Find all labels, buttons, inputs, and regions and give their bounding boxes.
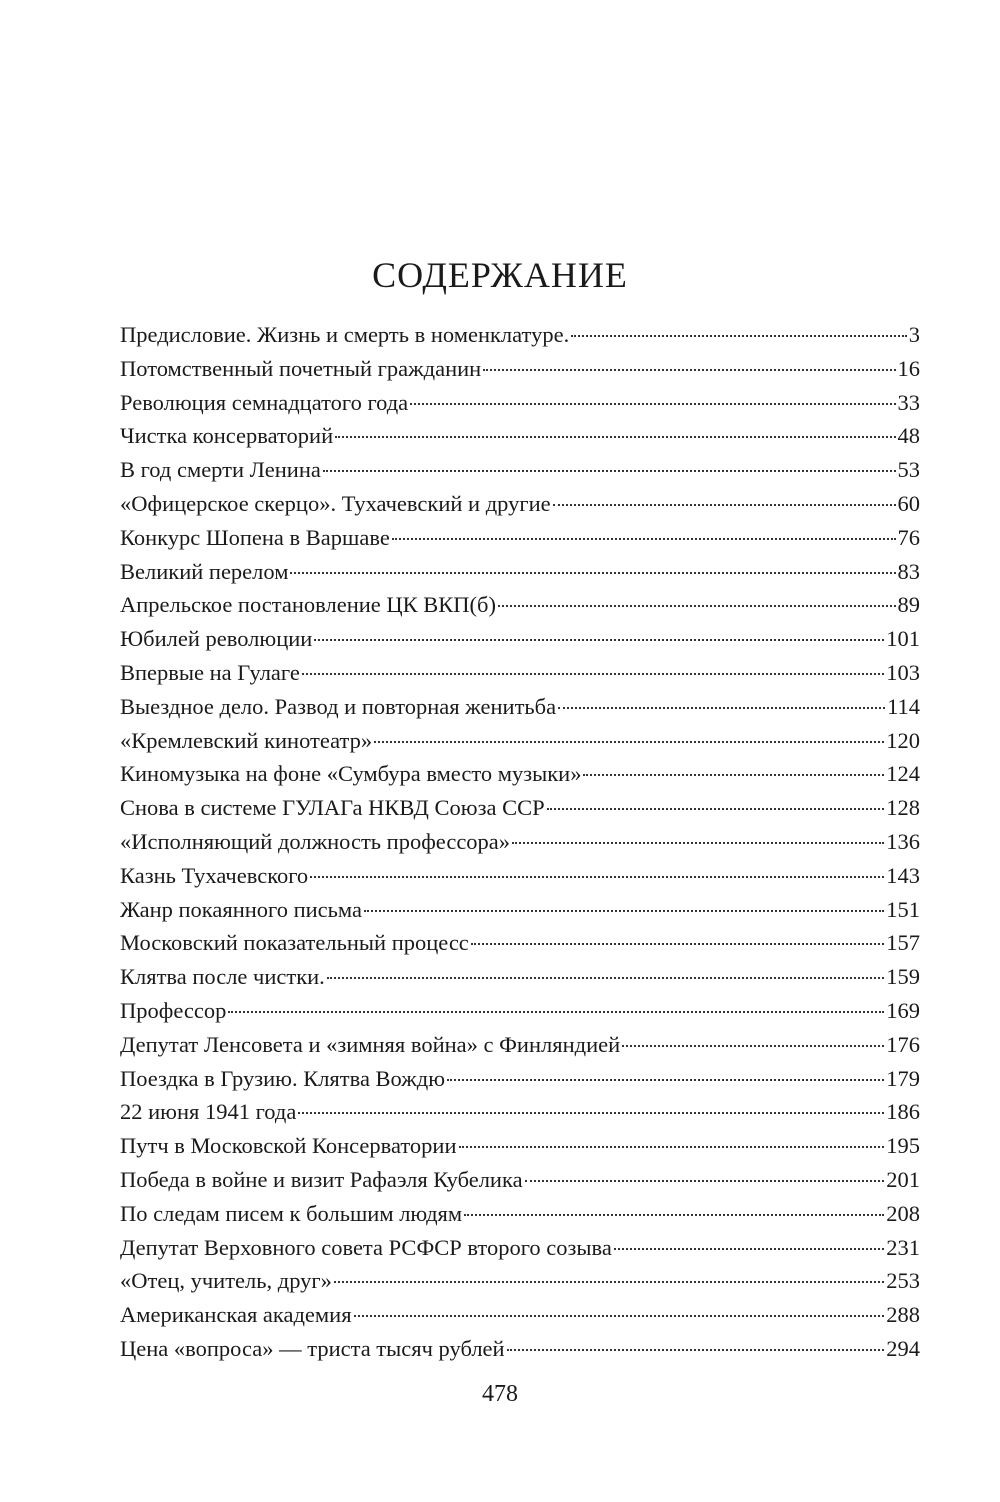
toc-entry: [120, 1201, 920, 1235]
toc-entry-page: 16: [897, 355, 920, 381]
toc-entry: [120, 863, 920, 897]
toc-leader-dots: [447, 1079, 884, 1081]
toc-entry: [120, 592, 920, 626]
toc-leader-dots: [228, 1011, 884, 1013]
toc-entry: [120, 1268, 920, 1302]
toc-entry-page: 33: [897, 389, 920, 415]
toc-leader-dots: [335, 436, 895, 438]
toc-entry-title: Депутат Верховного совета РСФСР второго созыва: [120, 1234, 612, 1260]
toc-leader-dots: [298, 1112, 884, 1114]
toc-entry-page: 128: [886, 795, 920, 821]
table-of-contents: [120, 322, 920, 1370]
toc-leader-dots: [471, 943, 884, 945]
toc-leader-dots: [614, 1248, 884, 1250]
toc-entry-page: 53: [897, 457, 920, 483]
toc-entry-title: Казнь Тухачевского: [120, 862, 309, 888]
toc-leader-dots: [364, 910, 884, 912]
toc-entry-title: Депутат Ленсовета и «зимняя война» с Финляндией: [120, 1031, 621, 1057]
toc-leader-dots: [498, 605, 896, 607]
toc-entry: [120, 829, 920, 863]
toc-entry-title: «Исполняющий должность профессора»: [120, 828, 511, 854]
toc-entry-title: Жанр покаянного письма: [120, 896, 362, 922]
toc-leader-dots: [334, 1281, 884, 1283]
toc-entry-title: «Отец, учитель, друг»: [120, 1268, 332, 1294]
toc-entry-title: Снова в системе ГУЛАГа НКВД Союза ССР: [120, 795, 545, 821]
toc-entry-title: Клятва после чистки.: [120, 964, 325, 990]
toc-entry: [120, 998, 920, 1032]
toc-entry-page: 103: [886, 659, 920, 685]
toc-leader-dots: [374, 741, 884, 743]
toc-entry-title: Чистка консерваторий: [120, 423, 334, 449]
toc-entry: [120, 1032, 920, 1066]
toc-entry: [120, 761, 920, 795]
toc-entry-title: «Кремлевский кинотеатр»: [120, 727, 373, 753]
toc-entry-page: 253: [886, 1268, 920, 1294]
toc-leader-dots: [354, 1315, 885, 1317]
toc-entry-page: 143: [886, 862, 920, 888]
toc-leader-dots: [410, 403, 895, 405]
toc-entry-page: 114: [887, 693, 920, 719]
toc-leader-dots: [459, 1146, 885, 1148]
toc-entry: [120, 525, 920, 559]
toc-entry-page: 76: [897, 524, 920, 550]
toc-leader-dots: [622, 1045, 884, 1047]
toc-entry: [120, 356, 920, 390]
toc-entry-page: 231: [886, 1234, 920, 1260]
toc-entry: [120, 1167, 920, 1201]
toc-entry-title: «Офицерское скерцо». Тухачевский и другие: [120, 490, 551, 516]
toc-leader-dots: [310, 876, 884, 878]
toc-entry-page: 101: [886, 626, 920, 652]
toc-entry-title: По следам писем к большим людям: [120, 1200, 463, 1226]
toc-entry: [120, 897, 920, 931]
toc-entry-page: 136: [886, 828, 920, 854]
toc-entry: [120, 1336, 920, 1370]
toc-leader-dots: [512, 842, 884, 844]
toc-leader-dots: [327, 977, 884, 979]
toc-entry: [120, 660, 920, 694]
toc-entry: [120, 795, 920, 829]
toc-entry-page: 208: [886, 1200, 920, 1226]
page-number: 478: [482, 1381, 518, 1407]
toc-entry-page: 169: [886, 997, 920, 1023]
toc-leader-dots: [302, 673, 884, 675]
toc-entry-page: 83: [897, 558, 920, 584]
toc-entry-title: Юбилей революции: [120, 626, 313, 652]
toc-entry: [120, 930, 920, 964]
toc-leader-dots: [558, 707, 885, 709]
toc-entry: [120, 390, 920, 424]
toc-entry-page: 159: [886, 964, 920, 990]
toc-entry-page: 151: [886, 896, 920, 922]
toc-entry-title: Предисловие. Жизнь и смерть в номенклатуре.: [120, 322, 570, 347]
toc-entry-page: 124: [886, 761, 920, 787]
toc-entry: [120, 694, 920, 728]
toc-entry-title: В год смерти Ленина: [120, 457, 321, 483]
toc-entry: [120, 322, 920, 356]
page-title: СОДЕРЖАНИЕ: [372, 255, 628, 295]
toc-leader-dots: [392, 538, 896, 540]
toc-entry-title: Победа в войне и визит Рафаэля Кубелика: [120, 1166, 523, 1192]
toc-entry-page: 179: [886, 1065, 920, 1091]
toc-leader-dots: [290, 572, 895, 574]
toc-entry-title: Выездное дело. Развод и повторная женитьба: [120, 693, 557, 719]
toc-entry-title: Московский показательный процесс: [120, 930, 469, 956]
toc-leader-dots: [314, 639, 884, 641]
toc-entry: [120, 626, 920, 660]
toc-entry: [120, 559, 920, 593]
toc-entry-title: Профессор: [120, 997, 227, 1023]
toc-entry-page: 201: [886, 1166, 920, 1192]
toc-entry: [120, 964, 920, 998]
toc-entry-title: Путч в Московской Консерватории: [120, 1133, 457, 1159]
toc-entry-page: 195: [886, 1133, 920, 1159]
toc-entry: [120, 491, 920, 525]
toc-entry-title: Поездка в Грузию. Клятва Вождю: [120, 1065, 446, 1091]
toc-entry-page: 48: [897, 423, 920, 449]
toc-leader-dots: [553, 504, 896, 506]
toc-leader-dots: [464, 1214, 884, 1216]
toc-entry-title: Киномузыка на фоне «Сумбура вместо музыки»: [120, 761, 582, 787]
toc-leader-dots: [571, 335, 907, 337]
toc-leader-dots: [323, 470, 896, 472]
toc-leader-dots: [483, 369, 895, 371]
toc-entry: [120, 1099, 920, 1133]
toc-entry-title: Апрельское постановление ЦК ВКП(б): [120, 592, 496, 618]
toc-entry: [120, 1302, 920, 1336]
toc-entry-page: 120: [886, 727, 920, 753]
toc-entry-title: Американская академия: [120, 1302, 352, 1328]
toc-entry-title: Великий перелом: [120, 558, 289, 584]
toc-entry-title: 22 июня 1941 года: [120, 1099, 297, 1125]
toc-entry-title: Конкурс Шопена в Варшаве: [120, 524, 390, 550]
toc-entry: [120, 728, 920, 762]
toc-entry-page: 157: [886, 930, 920, 956]
toc-entry: [120, 1066, 920, 1100]
toc-leader-dots: [507, 1349, 885, 1351]
toc-entry-page: 294: [886, 1335, 920, 1361]
toc-entry: [120, 423, 920, 457]
toc-entry-title: Потомственный почетный гражданин: [120, 355, 482, 381]
toc-entry-page: 186: [886, 1099, 920, 1125]
toc-leader-dots: [525, 1180, 885, 1182]
toc-entry: [120, 1133, 920, 1167]
toc-entry-title: Впервые на Гулаге: [120, 659, 300, 685]
toc-entry-page: 89: [897, 592, 920, 618]
toc-leader-dots: [547, 808, 885, 810]
toc-entry-page: 3: [908, 322, 920, 347]
toc-entry-page: 176: [886, 1031, 920, 1057]
toc-entry: [120, 1235, 920, 1269]
toc-entry-title: Цена «вопроса» — триста тысяч рублей: [120, 1335, 505, 1361]
toc-entry-title: Революция семнадцатого года: [120, 389, 409, 415]
toc-entry: [120, 457, 920, 491]
toc-entry-page: 60: [897, 490, 920, 516]
toc-leader-dots: [583, 774, 884, 776]
toc-entry-page: 288: [886, 1302, 920, 1328]
